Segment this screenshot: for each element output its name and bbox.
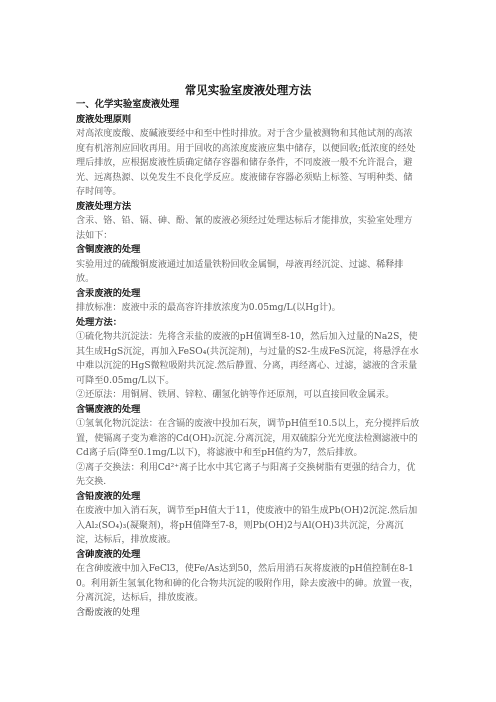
mercury-method-2: ②还原法：用铜屑、铁屑、锌粒、硼氢化钠等作还原剂，可以直接回收金属汞。 bbox=[76, 390, 395, 400]
page-title: 常见实验室废液处理方法 bbox=[184, 83, 312, 97]
principle-paragraph: 对高浓度废酸、废碱液要经中和至中性时排放。对于含少量被测物和其他试剂的高浓度有机溶剂应回收再用。用于回收的高浓度废液应集中储存，以便回收;低浓度的经处理后排放，应根据废液性质确定储存容器和储存条件，不同废液一般不允许混合，避光、远离热源、以免发生不良化学反应。废液储存容器必须贴上标签、写明种类、储存时间等。 bbox=[76, 129, 416, 197]
cadmium-method-2: ②离子交换法：利用Cd²⁺离子比水中其它离子与阳离子交换树脂有更强的结合力，优先交换. bbox=[76, 462, 416, 487]
arsenic-paragraph: 在含砷废液中加入FeCl3，使Fe/As达到50，然后用消石灰将废液的pH值控制在8-10。利用新生氢氧化物和砷的化合物共沉淀的吸附作用，除去废液中的砷。放置一夜，分离沉淀，达标后，排放废液。 bbox=[76, 564, 419, 603]
method-paragraph: 含汞、铬、铅、镉、砷、酚、氰的废液必须经过处理达标后才能排放，实验室处理方法如下： bbox=[76, 216, 413, 241]
lead-paragraph: 在废液中加入消石灰，调节至pH值大于11，使废液中的铅生成Pb(OH)2沉淀.然后加入Al₂(SO₄)₃(凝聚剂)，将pH值降至7-8，则Pb(OH)2与Al(OH)3共沉淀，分离沉淀，达标后，排放废液。 bbox=[76, 506, 418, 545]
mercury-method-1: ①硫化物共沉淀法：先将含汞盐的废液的pH值调至8-10，然后加入过量的Na2S，使其生成HgS沉淀，再加入FeSO₄(共沉淀剂)，与过量的S2-生成FeS沉淀，将悬浮在水中难以沉淀的HgS微粒吸附共沉淀.然后静置、分离，再经离心、过滤，滤液的含汞量可降至0.05mg/L以下。 bbox=[76, 332, 419, 386]
copper-paragraph: 实验用过的硫酸铜废液通过加适量铁粉回收金属铜，母液再经沉淀、过滤、稀释排放。 bbox=[76, 259, 404, 284]
cadmium-heading: 含镉废液的处理 bbox=[76, 403, 141, 415]
document-body bbox=[76, 98, 420, 620]
mercury-standard: 排放标准：废液中汞的最高容许排放浓度为0.05mg/L(以Hg计)。 bbox=[76, 303, 341, 313]
principle-heading: 废液处理原则 bbox=[76, 113, 132, 125]
copper-heading: 含铜废液的处理 bbox=[76, 244, 141, 255]
arsenic-heading: 含砷废液的处理 bbox=[76, 548, 141, 560]
cadmium-method-1: ①氢氧化物沉淀法：在含镉的废液中投加石灰，调节pH值至10.5以上，充分搅拌后放置，使镉离子变为难溶的Cd(OH)₂沉淀.分离沉淀，用双硫腙分光光度法检测滤液中的Cd离子后(降至0.1mg/L以下)，将滤液中和至pH值约为7，然后排放。 bbox=[76, 419, 420, 458]
mercury-method-heading: 处理方法： bbox=[76, 316, 122, 328]
method-heading: 废液处理方法 bbox=[76, 200, 132, 212]
lead-heading: 含铅废液的处理 bbox=[76, 490, 141, 502]
mercury-heading: 含汞废液的处理 bbox=[76, 287, 141, 299]
phenol-heading: 含酚废液的处理 bbox=[76, 607, 140, 618]
section-heading: 一、化学实验室废液处理 bbox=[76, 99, 180, 110]
